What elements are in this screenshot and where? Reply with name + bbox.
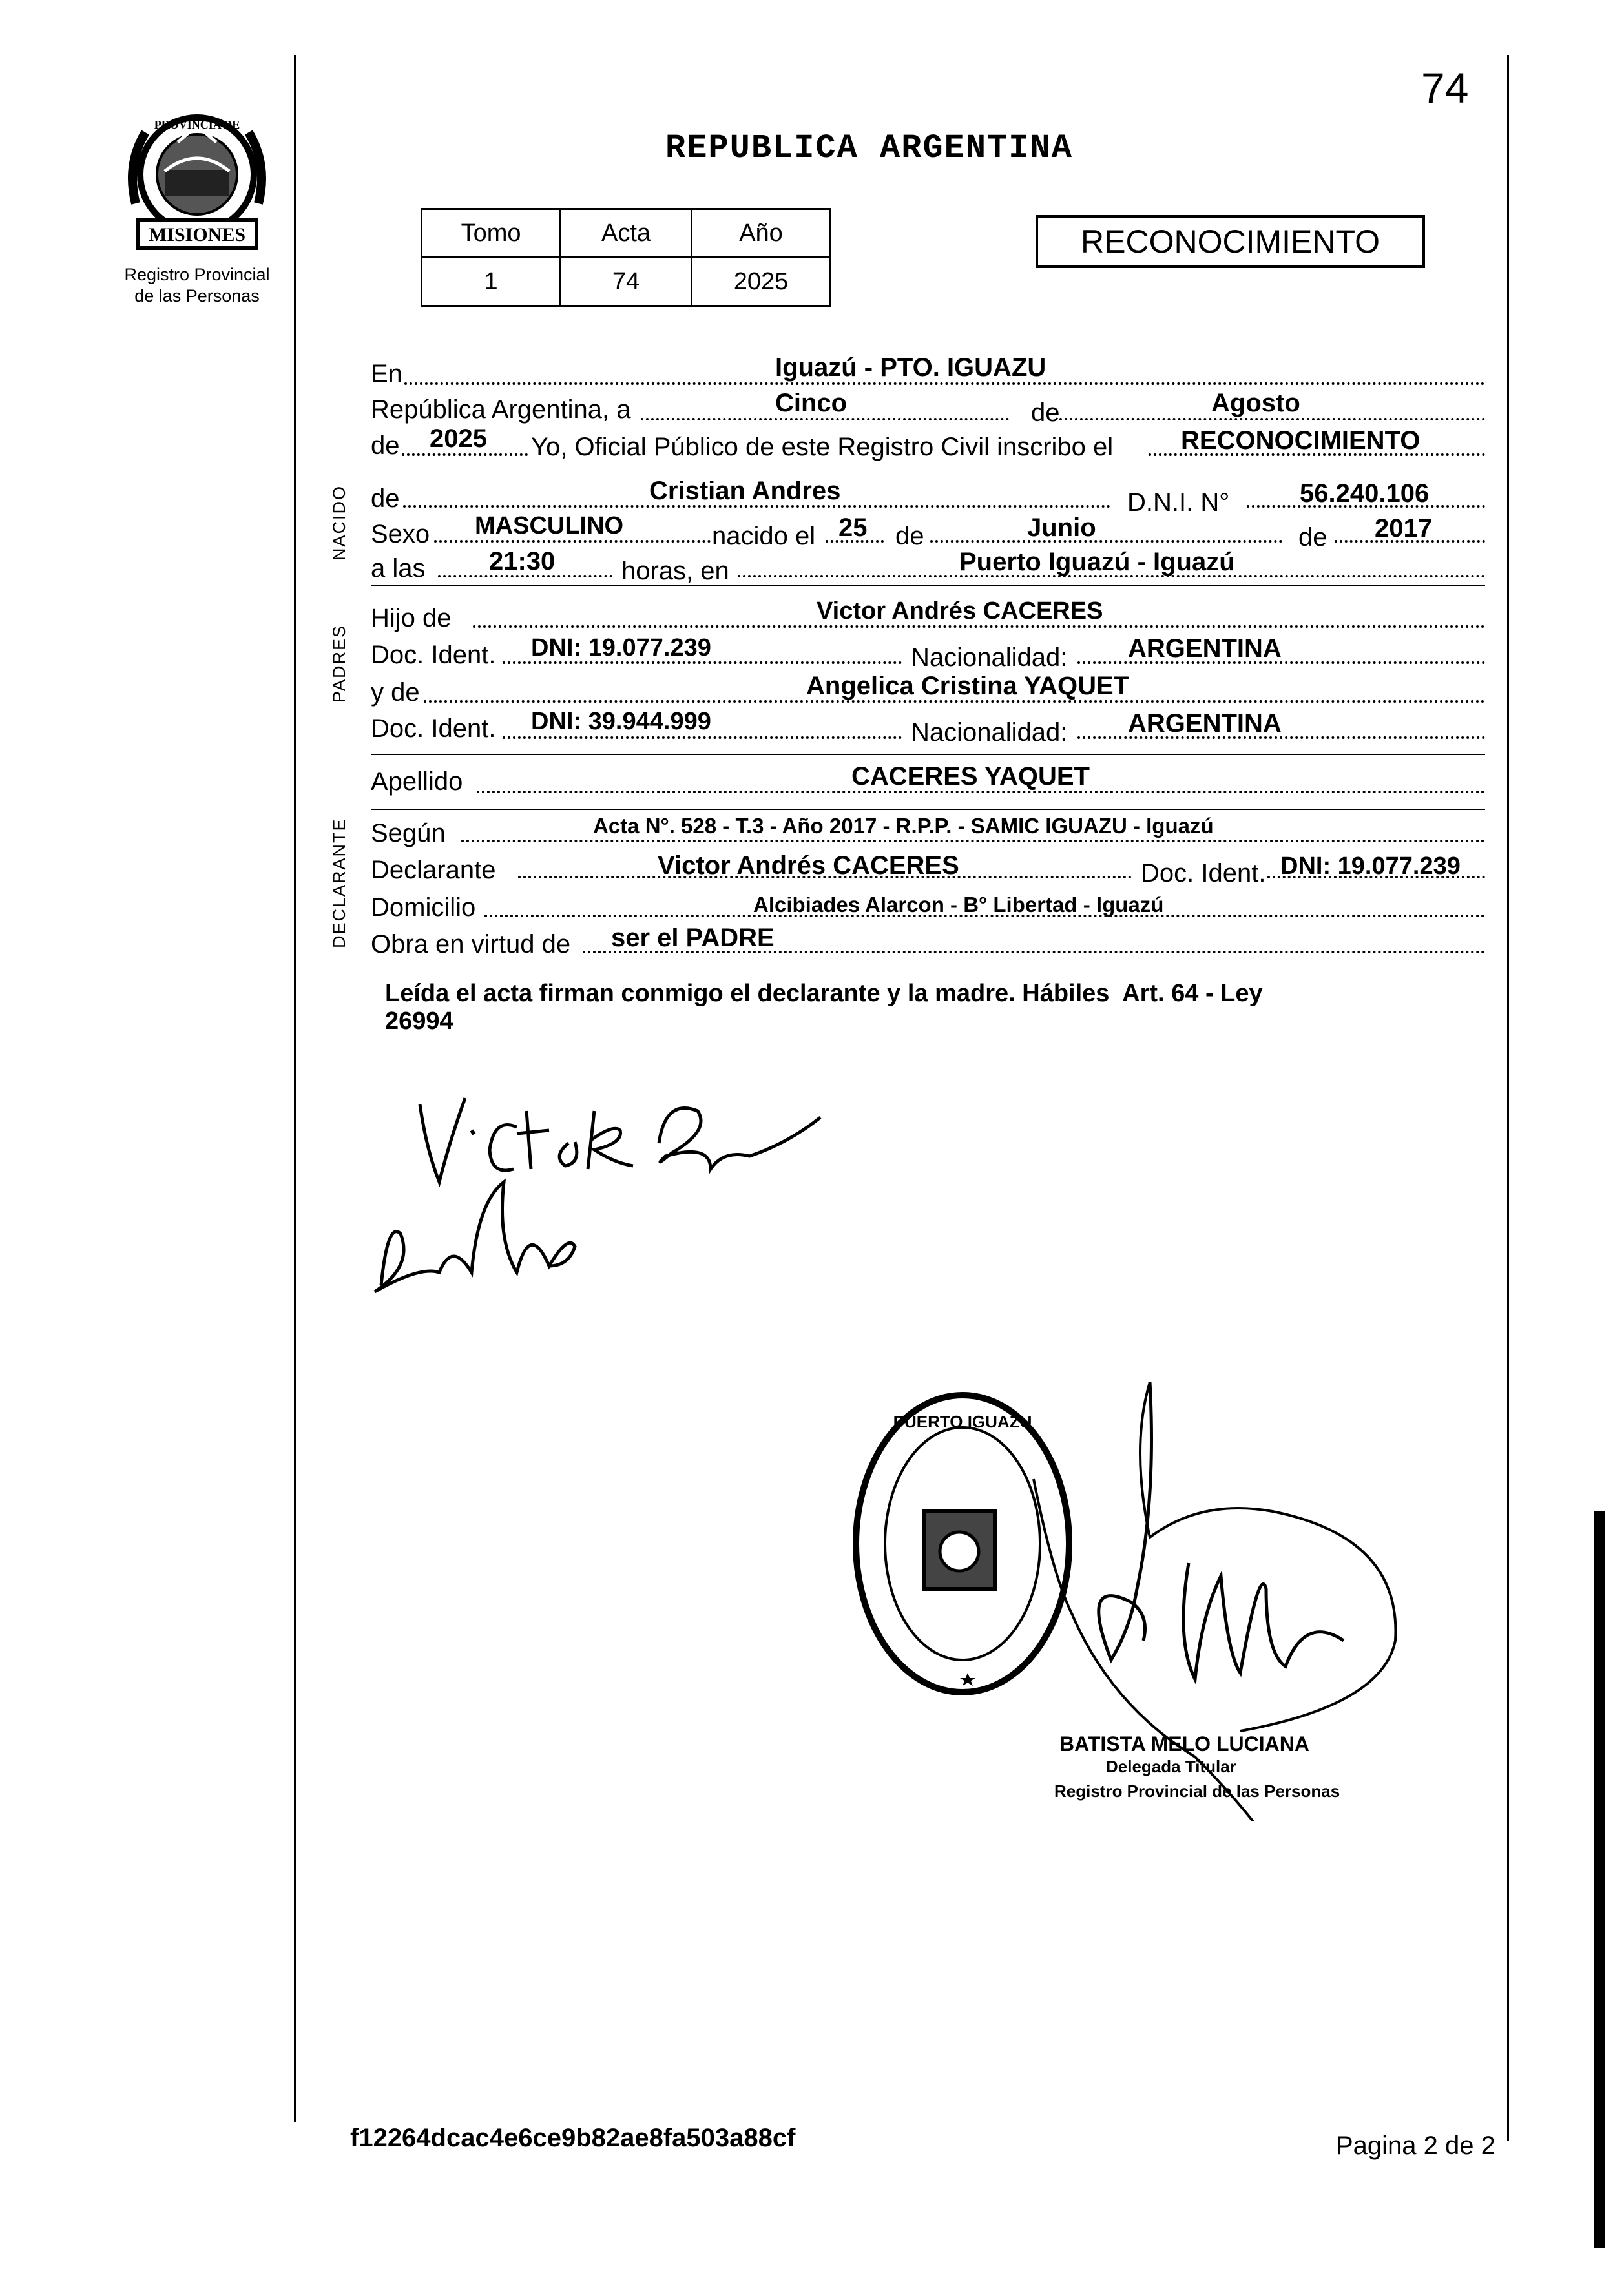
value-declarante: Victor Andrés CACERES (658, 851, 959, 880)
left-border-line (294, 55, 296, 2122)
header-anio: Año (692, 209, 831, 258)
official-org: Registro Provincial de las Personas (1054, 1781, 1340, 1801)
label-de-birth-month: de (895, 522, 924, 550)
label-segun: Según (371, 819, 446, 847)
seal-text-top: PROVINCIA DE (154, 118, 240, 131)
header-tomo: Tomo (422, 209, 561, 258)
value-en: Iguazú - PTO. IGUAZU (775, 353, 1046, 382)
value-sexo: MASCULINO (475, 512, 624, 539)
country-title: REPUBLICA ARGENTINA (665, 129, 1073, 167)
record-index-table (421, 208, 831, 307)
label-year-prefix: de (371, 431, 400, 460)
value-mother-name: Angelica Cristina YAQUET (806, 672, 1130, 700)
value-father-name: Victor Andrés CACERES (817, 597, 1103, 625)
right-border-line (1507, 55, 1509, 2141)
value-father-nat: ARGENTINA (1128, 634, 1282, 663)
label-y-de: y de (371, 678, 420, 707)
value-mother-nat: ARGENTINA (1128, 709, 1282, 738)
document-hash: f12264dcac4e6ce9b82ae8fa503a88cf (350, 2124, 796, 2152)
value-apellido: CACERES YAQUET (851, 762, 1090, 791)
org-name-line2: de las Personas (134, 286, 260, 306)
value-year: 2025 (430, 424, 487, 453)
header-acta: Acta (561, 209, 692, 258)
label-republica: República Argentina, a (371, 395, 631, 424)
label-de-birth-year: de (1298, 523, 1327, 552)
label-a-las: a las (371, 554, 426, 583)
label-apellido: Apellido (371, 767, 463, 796)
dots-father (473, 625, 1485, 628)
value-month: Agosto (1211, 389, 1300, 417)
org-name-line1: Registro Provincial (124, 265, 270, 284)
label-domicilio: Domicilio (371, 893, 476, 922)
label-hijo-de: Hijo de (371, 604, 452, 632)
dots-day (641, 418, 1009, 420)
value-birth-time: 21:30 (489, 547, 556, 576)
value-acta: 74 (561, 258, 692, 306)
side-label-padres: PADRES (329, 624, 349, 703)
value-domicilio: Alcibiades Alarcon - B° Libertad - Iguazú (753, 893, 1164, 917)
side-label-nacido: NACIDO (329, 484, 349, 561)
dots-mother-doc (503, 736, 902, 739)
right-edge-bar (1594, 1511, 1605, 2248)
value-mother-doc: DNI: 39.944.999 (531, 708, 711, 735)
label-doc-father: Doc. Ident. (371, 641, 496, 669)
label-nac-father: Nacionalidad: (911, 643, 1068, 672)
separator-2 (371, 754, 1485, 755)
declarante-signature (362, 1072, 853, 1318)
value-declarante-doc: DNI: 19.077.239 (1280, 853, 1461, 880)
label-horas-en: horas, en (621, 557, 729, 585)
side-label-declarante: DECLARANTE (329, 818, 349, 948)
dots-birth-month (930, 540, 1282, 543)
text-oficial: Yo, Oficial Público de este Registro Civil inscribo el (531, 433, 1114, 461)
label-sexo: Sexo (371, 520, 430, 548)
label-doc-declarante: Doc. Ident. (1141, 859, 1266, 887)
value-birth-place: Puerto Iguazú - Iguazú (959, 548, 1235, 576)
stamp-inner-text: PUERTO IGUAZU (893, 1412, 1032, 1431)
value-anio: 2025 (692, 258, 831, 306)
label-de-month: de (1031, 399, 1060, 427)
value-day: Cinco (775, 389, 848, 417)
seal-text-bottom: MISIONES (148, 224, 246, 245)
value-birth-month: Junio (1027, 513, 1096, 542)
province-seal-logo (120, 107, 275, 262)
closing-line-1: Leída el acta firman conmigo el declarante y la madre. Hábiles Art. 64 - Ley (385, 980, 1263, 1007)
value-father-doc: DNI: 19.077.239 (531, 634, 711, 661)
label-nac-mother: Nacionalidad: (911, 718, 1068, 747)
act-type-label: RECONOCIMIENTO (1081, 223, 1380, 260)
separator-3 (371, 809, 1485, 810)
label-obra: Obra en virtud de (371, 930, 571, 959)
value-child-name: Cristian Andres (649, 477, 841, 505)
value-dni: 56.240.106 (1300, 479, 1430, 508)
act-type-box (1036, 215, 1425, 268)
official-name: BATISTA MELO LUCIANA (1059, 1732, 1309, 1756)
label-dni: D.N.I. N° (1127, 488, 1230, 517)
dots-month (1059, 418, 1485, 420)
dots-en (404, 382, 1485, 385)
label-nacido-el: nacido el (712, 522, 816, 550)
dots-year (402, 453, 528, 456)
label-declarante: Declarante (371, 856, 496, 884)
closing-line-2: 26994 (385, 1008, 453, 1035)
value-act: RECONOCIMIENTO (1181, 426, 1421, 455)
value-segun: Acta N°. 528 - T.3 - Año 2017 - R.P.P. - SAMIC IGUAZU - Iguazú (593, 814, 1214, 838)
official-role: Delegada Titular (1106, 1757, 1236, 1776)
label-doc-mother: Doc. Ident. (371, 714, 496, 743)
label-de-child: de (371, 484, 400, 513)
page-number: 74 (1421, 64, 1469, 112)
value-obra: ser el PADRE (611, 924, 775, 952)
separator-1 (371, 585, 1485, 586)
dots-sexo (434, 540, 711, 543)
label-en: En (371, 360, 402, 388)
page-indicator: Pagina 2 de 2 (1336, 2131, 1495, 2160)
value-tomo: 1 (422, 258, 561, 306)
value-birth-year: 2017 (1375, 514, 1432, 543)
dots-segun (461, 840, 1485, 842)
value-birth-day: 25 (838, 513, 868, 542)
